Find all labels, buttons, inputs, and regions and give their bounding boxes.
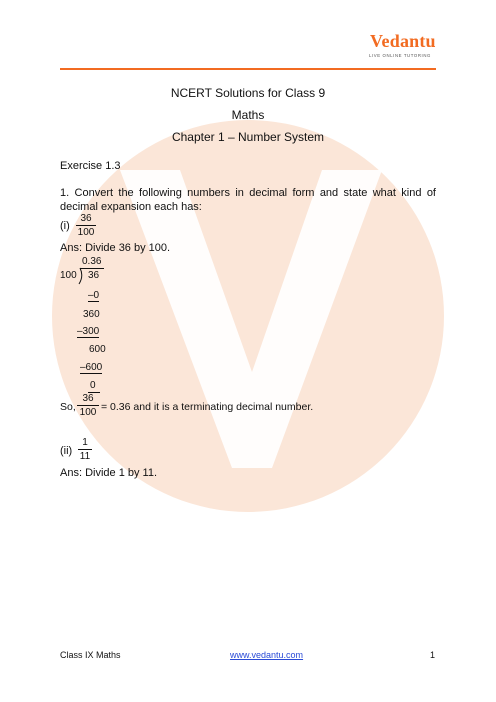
fraction-36-over-100-result: 36 100 — [77, 393, 99, 418]
so-prefix: So, — [60, 401, 76, 413]
division-bracket — [76, 267, 84, 285]
part-i-label: (i) — [60, 220, 70, 232]
fraction-1-over-11: 1 11 — [79, 437, 91, 462]
header-rule — [60, 68, 436, 70]
footer-left: Class IX Maths — [60, 650, 121, 660]
so-result: = 0.36 and it is a terminating decimal number. — [101, 401, 314, 413]
exercise-label: Exercise 1.3 — [60, 160, 121, 172]
part-i-answer: Ans: Divide 36 by 100. — [60, 242, 171, 254]
fraction-36-over-100: 36 100 — [77, 213, 95, 238]
division-divisor: 100 — [60, 270, 77, 281]
doc-chapter: Chapter 1 – Number System — [171, 130, 325, 144]
doc-subject: Maths — [231, 108, 265, 122]
vedantu-logo: Vedantu LIVE ONLINE TUTORING — [369, 31, 436, 58]
division-step: –300 — [77, 326, 100, 337]
division-dividend: 36 — [88, 270, 100, 281]
division-quotient: 0.36 — [82, 256, 102, 267]
doc-title: NCERT Solutions for Class 9 — [170, 86, 326, 100]
division-step: –0 — [88, 290, 100, 301]
division-step: –600 — [80, 362, 103, 373]
division-step: 0 — [90, 380, 96, 391]
division-step: 360 — [83, 309, 100, 320]
footer-page-number: 1 — [430, 650, 436, 660]
footer-link[interactable]: www.vedantu.com — [230, 650, 304, 660]
part-ii-answer: Ans: Divide 1 by 11. — [60, 467, 158, 479]
question-text: 1. Convert the following numbers in decimal form and state what kind of decimal expansion each has: — [60, 187, 436, 213]
part-ii-label: (ii) — [60, 445, 73, 457]
division-step: 600 — [89, 344, 106, 355]
